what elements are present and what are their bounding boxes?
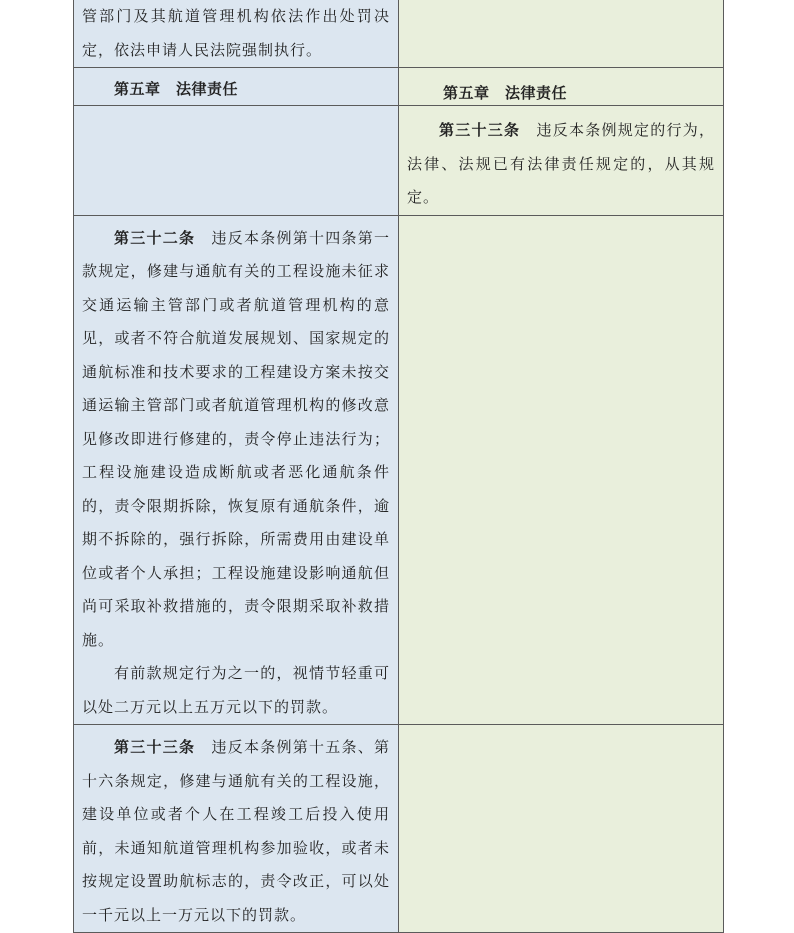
old-article-cell bbox=[74, 725, 399, 933]
article-number: 第三十三条 bbox=[114, 738, 196, 756]
table-row bbox=[74, 68, 724, 106]
old-text-paragraph: 管部门及其航道管理机构依法作出处罚决定，依法申请人民法院强制执行。 bbox=[82, 7, 390, 59]
article-text: 违反本条例第十五条、第十六条规定，修建与通航有关的工程设施，建设单位或者个人在工程竣工后投入使用前，未通知航道管理机构参加验收，或者未按规定设置助航标志的，责令改正，可以处一千元以上一万元以下的罚款。 bbox=[82, 738, 390, 924]
old-text-cell bbox=[74, 0, 399, 68]
old-article-cell bbox=[74, 215, 399, 725]
table-row bbox=[74, 725, 724, 933]
new-text-cell-empty bbox=[399, 725, 724, 933]
table-row bbox=[74, 106, 724, 216]
article-number: 第三十二条 bbox=[114, 228, 196, 247]
article-text: 违反本条例规定的行为，法律、法规已有法律责任规定的，从其规定。 bbox=[407, 121, 715, 206]
new-text-cell-empty bbox=[399, 215, 724, 725]
new-chapter-cell bbox=[399, 68, 724, 106]
old-article-paragraph-2: 有前款规定行为之一的，视情节轻重可以处二万元以上五万元以下的罚款。 bbox=[82, 664, 390, 716]
old-article-paragraph bbox=[74, 216, 398, 658]
old-text-cell-empty bbox=[74, 106, 399, 216]
table-row bbox=[74, 215, 724, 725]
chapter-heading-old: 第五章 法律责任 bbox=[114, 80, 239, 98]
old-article-paragraph bbox=[74, 725, 398, 932]
new-article-cell bbox=[399, 106, 724, 216]
new-text-cell bbox=[399, 0, 724, 68]
regulation-comparison-table bbox=[73, 0, 724, 933]
new-article-paragraph bbox=[399, 106, 723, 215]
table-row bbox=[74, 0, 724, 68]
article-number: 第三十三条 bbox=[439, 121, 521, 139]
chapter-heading-new: 第五章 法律责任 bbox=[443, 84, 568, 102]
article-text: 违反本条例第十四条第一款规定，修建与通航有关的工程设施未征求交通运输主管部门或者航道管理机构的意见，或者不符合航道发展规划、国家规定的通航标准和技术要求的工程建设方案未按交通运输主管部门或者航道管理机构的修改意见修改即进行修建的，责令停止违法行为；工程设施建设造成断航或者恶化通航条件的，责令限期拆除，恢复原有通航条件，逾期不拆除的，强行拆除，所需费用由建设单位或者个人承担；工程设施建设影响通航但尚可采取补救措施的，责令限期采取补救措施。 bbox=[82, 228, 390, 649]
old-chapter-cell bbox=[74, 68, 399, 106]
